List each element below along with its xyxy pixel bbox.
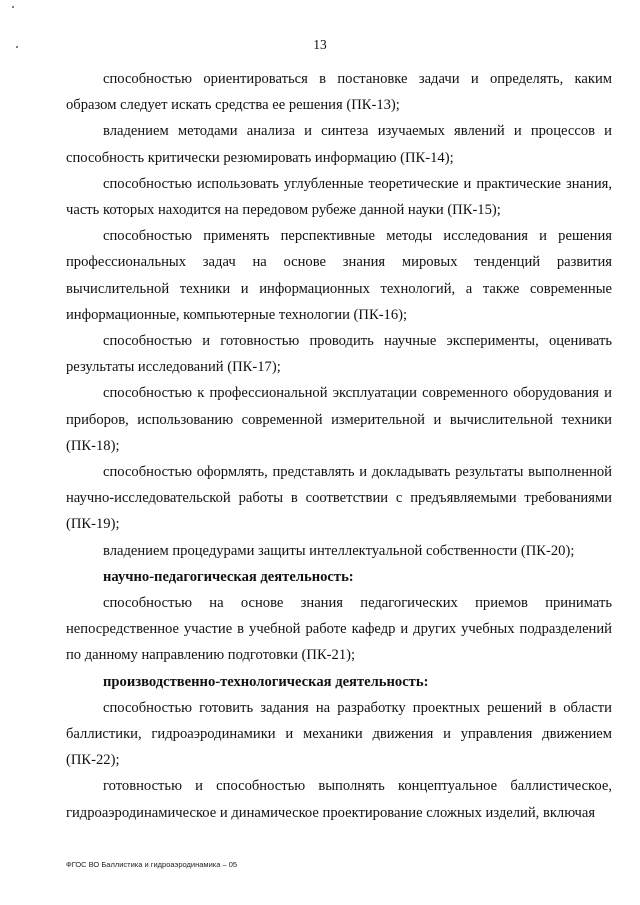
paragraph-pk-19: способностью оформлять, представлять и докладывать результаты выполненной научно-исследовательской работы в соответствии с предъявляемыми требованиями (ПК-19); — [66, 464, 612, 533]
paragraph-pk-15: способностью использовать углубленные теоретические и практические знания, часть которых находится на передовом рубеже данной науки (ПК-15); — [66, 175, 612, 219]
paragraph-pk-23-start: готовностью и способностью выполнять концептуальное баллистическое, гидроаэродинамическое и динамическое проектирование сложных изделий, включая — [66, 778, 612, 821]
section-heading-production-technological: производственно-технологическая деятельность: — [103, 673, 429, 690]
page-number: 13 — [313, 37, 327, 52]
paragraph-pk-17: способностью и готовностью проводить научные эксперименты, оценивать результаты исследований (ПК-17); — [66, 333, 612, 376]
paragraph-pk-13: способностью ориентироваться в постановке задачи и определять, каким образом следует искать средства ее решения (ПК-13); — [66, 71, 612, 114]
paragraph-pk-16: способностью применять перспективные методы исследования и решения профессиональных задач на основе знания мировых тенденций развития вычислительной техники и информационных технологий, а также современные информационные, компьютерные технологии (ПК-16); — [66, 228, 612, 323]
section-heading-scientific-pedagogical: научно-педагогическая деятельность: — [103, 568, 354, 585]
paragraph-pk-21: способностью на основе знания педагогических приемов принимать непосредственное участие в учебной работе кафедр и других учебных подразделений по данному направлению подготовки (ПК-21); — [66, 595, 612, 664]
scan-artifact-dot — [12, 6, 14, 8]
paragraph-pk-20: владением процедурами защиты интеллектуальной собственности (ПК-20); — [103, 542, 575, 559]
document-body — [66, 66, 612, 826]
paragraph-pk-18: способностью к профессиональной эксплуатации современного оборудования и приборов, использованию современной измерительной и вычислительной техники (ПК-18); — [66, 385, 612, 454]
footer-standard-title: ФГОС ВО Баллистика и гидроаэродинамика – 05 — [66, 860, 238, 869]
paragraph-pk-14: владением методами анализа и синтеза изучаемых явлений и процессов и способность критически резюмировать информацию (ПК-14); — [66, 123, 612, 166]
paragraph-pk-22: способностью готовить задания на разработку проектных решений в области баллистики, гидроаэродинамики и механики движения и управления движением (ПК-22); — [66, 699, 612, 769]
